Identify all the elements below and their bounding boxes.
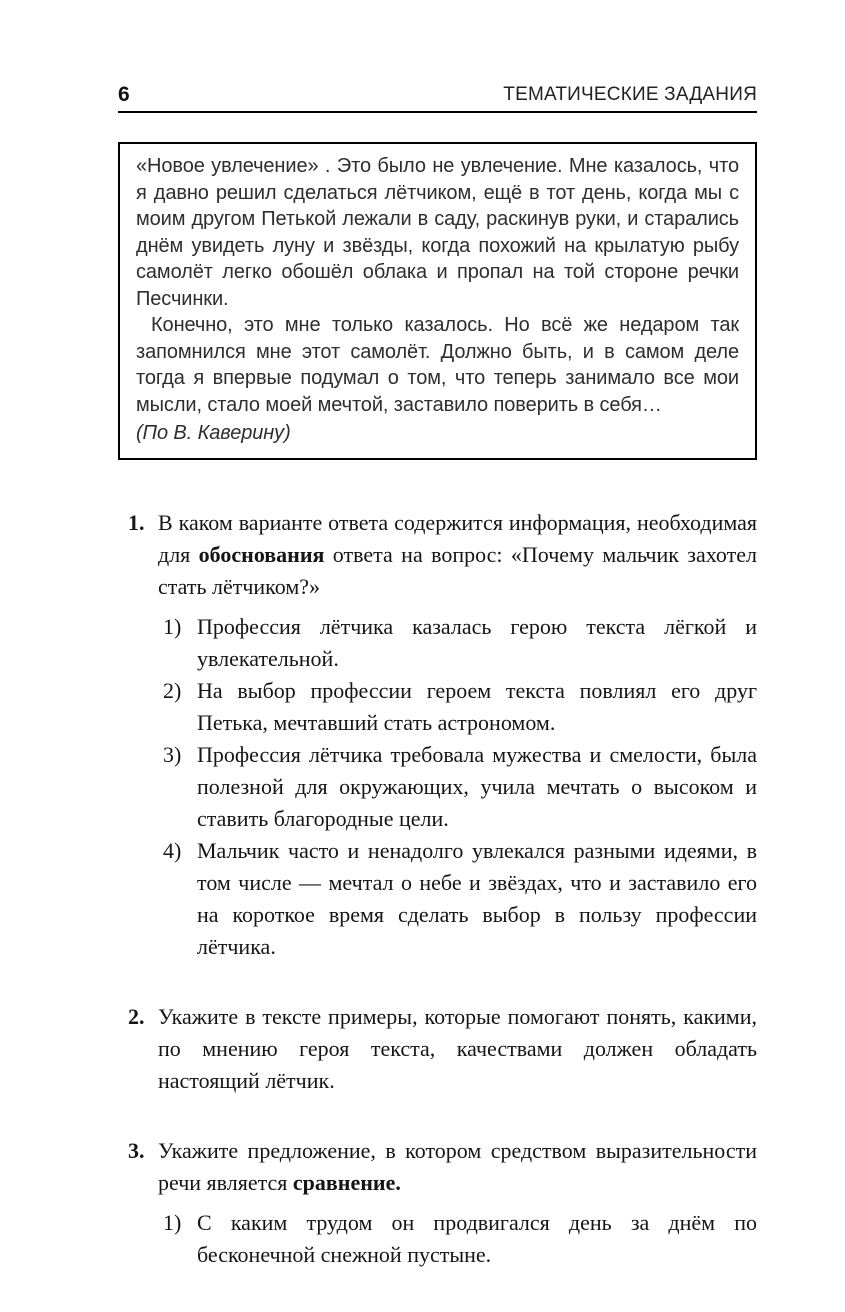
question-bold-term: сравнение. bbox=[292, 1169, 401, 1195]
option-marker: 1) bbox=[163, 1209, 182, 1235]
option-text: Профессия лётчика казалась герою текста лёгкой и увлекательной. bbox=[197, 613, 757, 671]
excerpt-box bbox=[118, 142, 757, 460]
question-text bbox=[158, 1135, 757, 1199]
answer-option bbox=[158, 1207, 757, 1271]
option-marker: 2) bbox=[163, 677, 182, 703]
question-2 bbox=[118, 1001, 757, 1097]
option-marker: 3) bbox=[163, 741, 182, 767]
question-number: 1. bbox=[128, 509, 145, 535]
page-number: 6 bbox=[118, 83, 130, 106]
excerpt-attribution: (По В. Каверину) bbox=[136, 422, 291, 444]
question-3 bbox=[118, 1135, 757, 1271]
question-text-segment: Укажите в тексте примеры, которые помогают понять, какими, по мнению героя текста, качествами должен обладать настоящий лётчик. bbox=[158, 1003, 757, 1093]
questions-section bbox=[118, 507, 757, 1271]
question-number: 3. bbox=[128, 1137, 145, 1163]
question-text-segment: В каком варианте ответа содержится информация, необходимая для bbox=[158, 509, 757, 567]
question-body bbox=[158, 1001, 757, 1097]
option-marker: 4) bbox=[163, 837, 182, 863]
question-body bbox=[158, 507, 757, 963]
excerpt-paragraph-2: Конечно, это мне только казалось. Но всё же недаром так запомнился мне этот самолёт. Должно быть, и в самом деле тогда я впервые подумал о том, что теперь занимало все мои мысли, стало моей мечтой, заставило поверить в себя… bbox=[136, 314, 739, 416]
question-body bbox=[158, 1135, 757, 1271]
options-list bbox=[158, 611, 757, 963]
answer-option bbox=[158, 835, 757, 963]
excerpt-paragraph-1: «Новое увлечение» . Это было не увлечение. Мне казалось, что я давно решил сделаться лётчиком, ещё в тот день, когда мы с моим другом Петькой лежали в саду, раскинув руки, и старались днём увидеть луну и звёзды, когда похожий на крылатую рыбу самолёт легко обошёл облака и пропал на той стороне речки Песчинки. bbox=[136, 155, 739, 310]
options-list bbox=[158, 1207, 757, 1271]
answer-option bbox=[158, 675, 757, 739]
question-text bbox=[158, 507, 757, 603]
question-bold-term: обоснования bbox=[198, 541, 325, 567]
running-head bbox=[118, 84, 757, 113]
question-number: 2. bbox=[128, 1003, 145, 1029]
question-text-segment: Укажите предложение, в котором средством выразительности речи является bbox=[158, 1137, 757, 1195]
answer-option bbox=[158, 611, 757, 675]
option-text: На выбор профессии героем текста повлиял его друг Петька, мечтавший стать астрономом. bbox=[197, 677, 757, 735]
header-title: ТЕМАТИЧЕСКИЕ ЗАДАНИЯ bbox=[503, 84, 757, 105]
question-text bbox=[158, 1001, 757, 1097]
option-text: С каким трудом он продвигался день за днём по бесконечной снежной пустыне. bbox=[197, 1209, 757, 1267]
question-text-segment: ответа на вопрос: «Почему мальчик захотел стать лётчиком?» bbox=[158, 541, 757, 599]
option-marker: 1) bbox=[163, 613, 182, 639]
option-text: Профессия лётчика требовала мужества и смелости, была полезной для окружающих, учила мечтать о высоком и ставить благородные цели. bbox=[197, 741, 757, 831]
option-text: Мальчик часто и ненадолго увлекался разными идеями, в том числе — мечтал о небе и звёздах, что и заставило его на короткое время сделать выбор в пользу профессии лётчика. bbox=[197, 837, 757, 959]
answer-option bbox=[158, 739, 757, 835]
question-1 bbox=[118, 507, 757, 963]
